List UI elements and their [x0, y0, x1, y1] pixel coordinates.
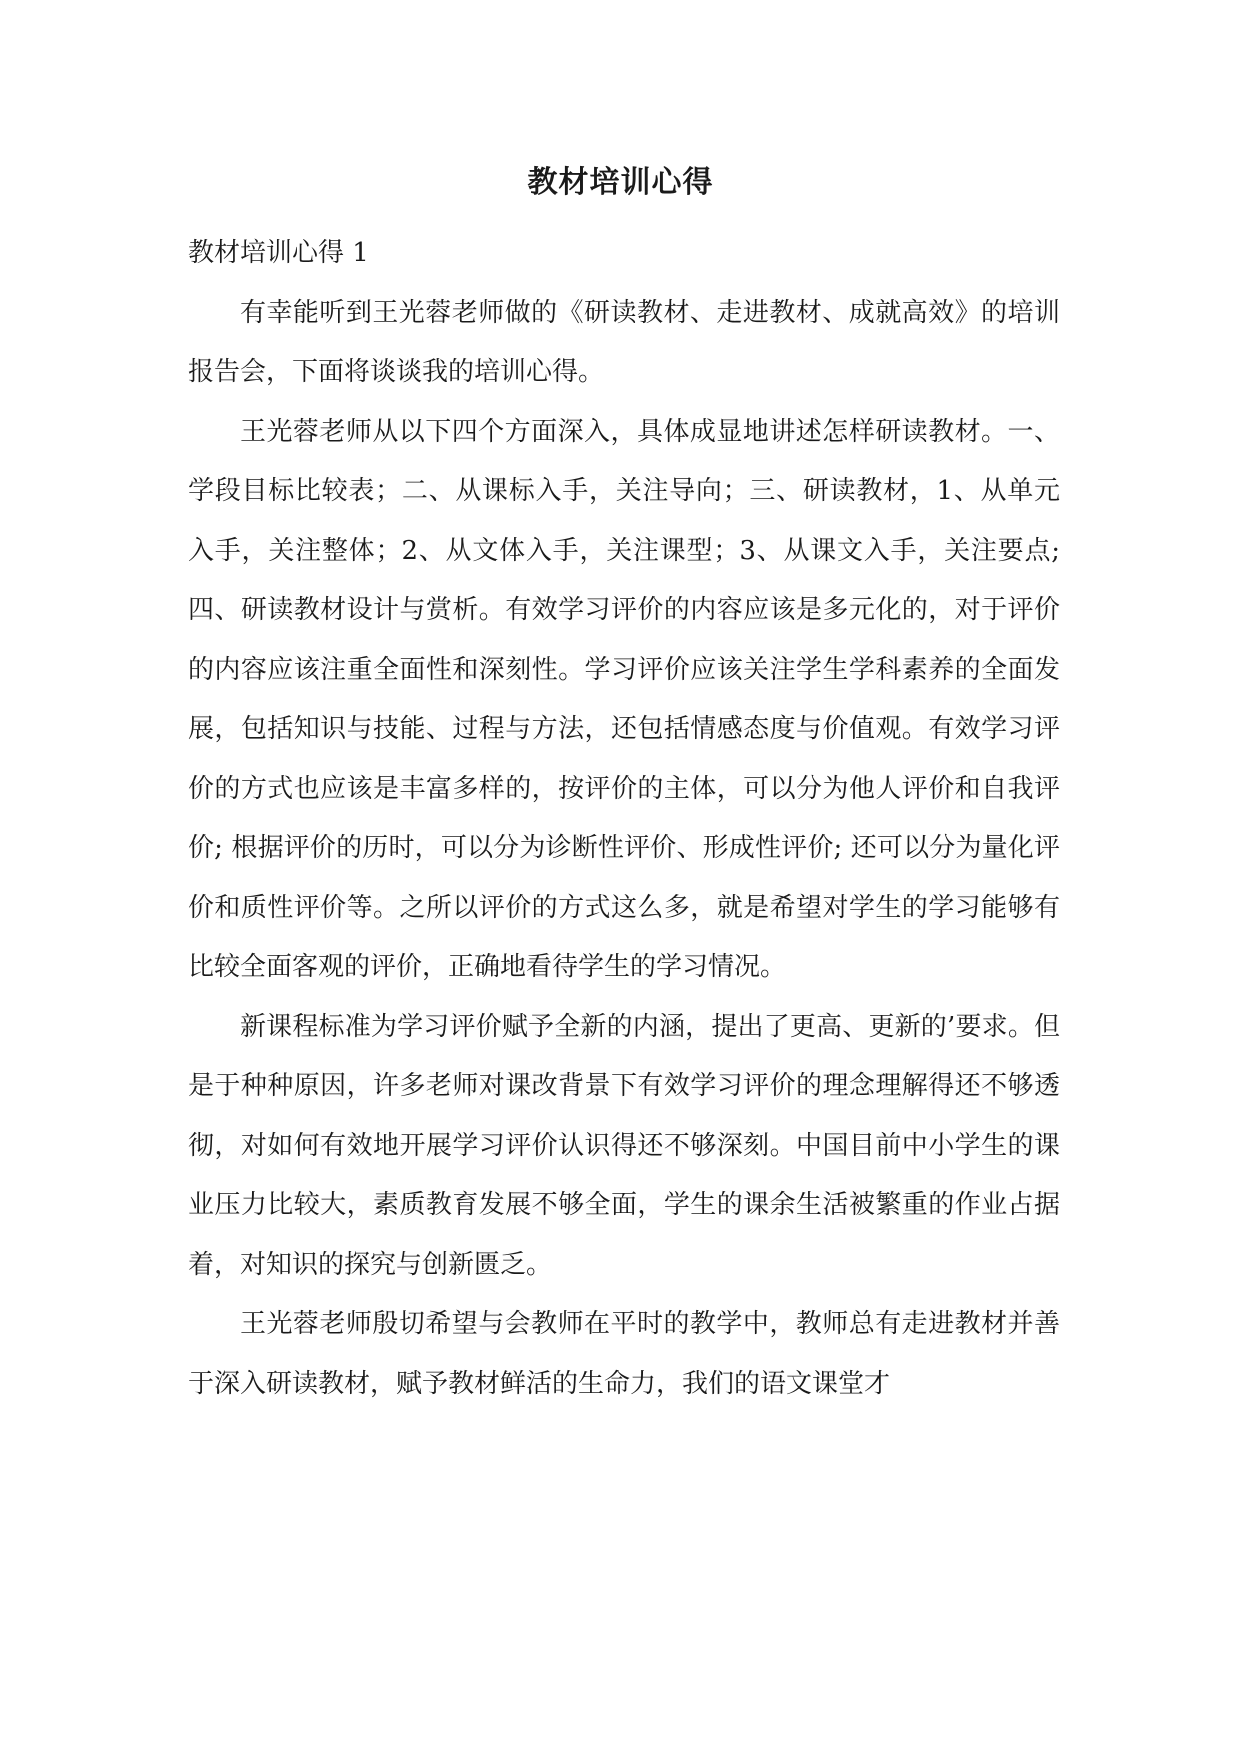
section-heading: 教材培训心得 1	[188, 238, 369, 268]
paragraph-4: 王光蓉老师殷切希望与会教师在平时的教学中，教师总有走进教材并善于深入研读教材，赋予教材鲜活的生命力，我们的语文课堂才	[188, 1309, 1060, 1399]
paragraph-3: 新课程标准为学习评价赋予全新的内涵，提出了更高、更新的’要求。但是于种种原因，许多老师对课改背景下有效学习评价的理念理解得还不够透彻，对如何有效地开展学习评价认识得还不够深刻。中国目前中小学生的课业压力比较大，素质教育发展不够全面，学生的课余生活被繁重的作业占据着，对知识的探究与创新匮乏。	[188, 1011, 1060, 1280]
document-title: 教材培训心得	[527, 165, 714, 200]
paragraph-1: 有幸能听到王光蓉老师做的《研读教材、走进教材、成就高效》的培训报告会，下面将谈谈我的培训心得。	[188, 297, 1060, 387]
document-body	[188, 224, 1060, 1414]
paragraph-2: 王光蓉老师从以下四个方面深入，具体成显地讲述怎样研读教材。一、学段目标比较表；二、从课标入手，关注导向；三、研读教材，1、从单元入手，关注整体；2、从文体入手，关注课型；3、从课文入手，关注要点; 四、研读教材设计与赏析。有效学习评价的内容应该是多元化的，对于评价的内容应该注重全面性和深刻性。学习评价应该关注学生学科素养的全面发展，包括知识与技能、过程与方法，还包括情感态度与价值观。有效学习评价的方式也应该是丰富多样的，按评价的主体，可以分为他人评价和自我评价; 根据评价的历时，可以分为诊断性评价、形成性评价; 还可以分为量化评价和质性评价等。之所以评价的方式这么多，就是希望对学生的学习能够有比较全面客观的评价，正确地看待学生的学习情况。	[188, 416, 1060, 982]
